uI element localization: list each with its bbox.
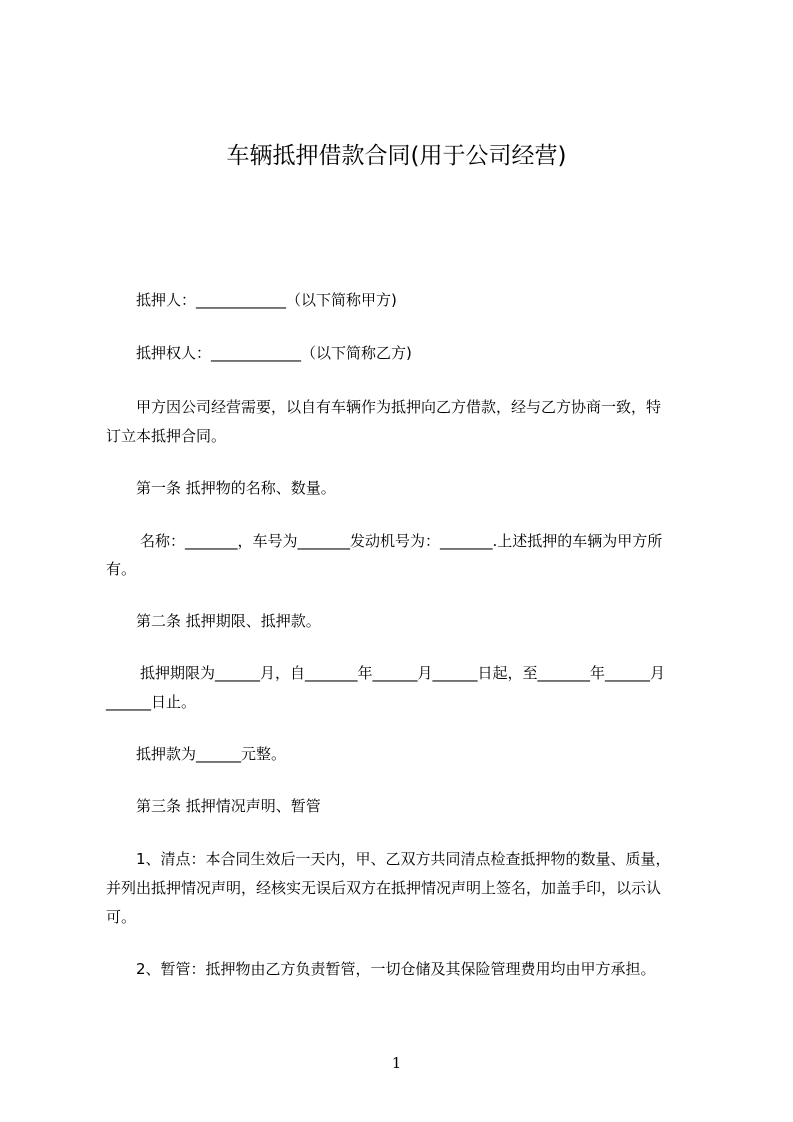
- intro-line-1: 甲方因公司经营需要，以自有车辆作为抵押向乙方借款，经与乙方协商一致，特: [136, 398, 662, 416]
- article1-heading: 第一条 抵押物的名称、数量。: [136, 479, 336, 497]
- article3-item1-line-3: 可。: [106, 908, 137, 926]
- article2-line-1: 抵押期限为______月，自_______年______月______日起，至_______年______月: [140, 664, 666, 682]
- article1-line-2: 有。: [106, 560, 137, 578]
- article3-item1-line-2: 并列出抵押情况声明，经核实无误后双方在抵押情况声明上签名，加盖手印，以示认: [106, 879, 662, 897]
- party-b-line: 抵押权人：____________（以下简称乙方): [136, 344, 412, 362]
- article3-item2: 2、暂管：抵押物由乙方负责暂管，一切仓储及其保险管理费用均由甲方承担。: [136, 960, 656, 978]
- document-title: 车辆抵押借款合同(用于公司经营): [226, 143, 567, 169]
- page-number: 1: [391, 1054, 402, 1072]
- article1-line-1: 名称：_______，车号为_______发动机号为：_______.上述抵押的车辆为甲方所: [140, 532, 663, 550]
- article2-line-2: ______日止。: [106, 693, 197, 711]
- party-a-line: 抵押人：____________（以下简称甲方): [136, 291, 397, 309]
- article3-heading: 第三条 抵押情况声明、暂管: [136, 797, 321, 815]
- intro-line-2: 订立本抵押合同。: [106, 427, 227, 445]
- article2-amount: 抵押款为______元整。: [136, 745, 287, 763]
- article3-item1-line-1: 1、清点：本合同生效后一天内，甲、乙双方共同清点检查抵押物的数量、质量，: [136, 850, 671, 868]
- article2-heading: 第二条 抵押期限、抵押款。: [136, 612, 321, 630]
